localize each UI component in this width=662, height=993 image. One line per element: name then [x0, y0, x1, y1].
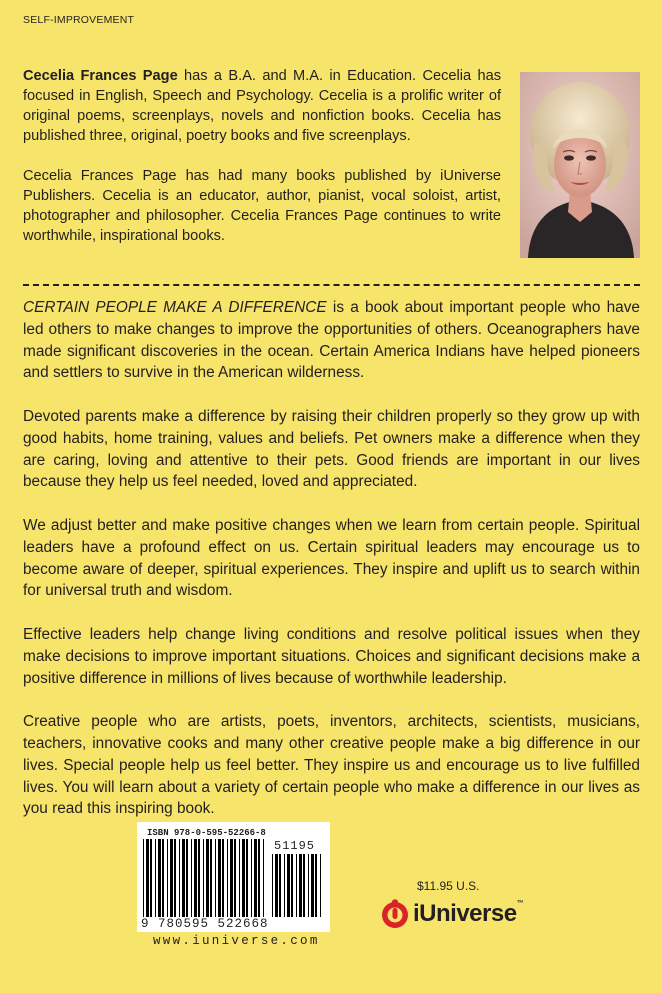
barcode-bar — [234, 839, 236, 917]
barcode-bar — [308, 854, 309, 917]
barcode-bar — [303, 854, 305, 917]
description-paragraph-5: Creative people who are artists, poets, inventors, architects, scientists, musicians, teachers, innovative cooks and many other creative people make a big difference in our lives. Special people help us feel better. They inspire us and encourage us to live fulfilled lives. You will learn about a variety of certain people who make a difference in our lives as you read this inspiring book. — [23, 713, 640, 818]
description-paragraph-3: We adjust better and make positive changes when we learn from certain people. Spiritual leaders have a profound effect on us. Certain spiritual leaders may encourage us to become aware of deeper, spiritual experiences. They inspire and uplift us to search within for universal truth and wisdom. — [23, 516, 640, 600]
dashed-divider — [23, 284, 640, 286]
barcode-bar — [146, 839, 149, 917]
isbn-barcode — [137, 822, 330, 932]
author-photo — [520, 72, 640, 258]
barcode-bar — [296, 854, 297, 917]
barcode-bar — [170, 839, 173, 917]
author-name: Cecelia Frances Page — [23, 68, 178, 84]
barcode-bar — [158, 839, 161, 917]
barcode-bar — [242, 839, 245, 917]
barcode-bar — [258, 839, 260, 917]
description-paragraph-2: Devoted parents make a difference by raising their children properly so they grow up with good habits, home training, values and beliefs. Pet owners make a difference when they are caring, loving and attentive to their pets. Good friends are important in our lives because they help us feel needed, loved and appreciated. — [23, 407, 640, 491]
price-barcode-bars — [272, 854, 324, 917]
iuniverse-logo-icon — [380, 898, 410, 930]
book-description — [23, 297, 640, 842]
ean-number: 9 780595 522668 — [141, 917, 269, 931]
barcode-bar — [174, 839, 176, 917]
barcode-bar — [150, 839, 152, 917]
barcode-bar — [143, 839, 144, 917]
barcode-bar — [218, 839, 221, 917]
barcode-bar — [227, 839, 228, 917]
barcode-bar — [182, 839, 185, 917]
description-paragraph-1-text: is a book about important people who have led others to make changes to improve the opportunities of others. Oceanographers have made significant discoveries in the ocean. Certain America Indians have helped pioneers and settlers to survive in the American wilderness. — [23, 299, 640, 382]
iuniverse-logo — [380, 897, 523, 931]
barcode-bar — [210, 839, 212, 917]
bio-paragraph-1 — [23, 66, 501, 146]
barcode-bar — [263, 839, 264, 917]
barcode-bar — [251, 839, 252, 917]
barcode-bar — [230, 839, 233, 917]
ean-barcode-bars — [143, 839, 267, 917]
author-bio — [23, 66, 501, 266]
barcode-bar — [198, 839, 200, 917]
barcode-bar — [191, 839, 192, 917]
barcode-bar — [275, 854, 278, 917]
description-paragraph-1 — [23, 297, 640, 384]
bio-paragraph-2: Cecelia Frances Page has had many books published by iUniverse Publishers. Cecelia is an educator, author, pianist, vocal soloist, artist, photographer and philosopher. Cecelia Frances Page continues to write worthwhile, inspirational books. — [23, 168, 501, 244]
barcode-bar — [299, 854, 302, 917]
barcode-bar — [287, 854, 290, 917]
description-paragraph-4: Effective leaders help change living conditions and resolve political issues when they make decisions to improve important situations. Choices and significant decisions make a positive difference in millions of lives because of worthwhile leadership. — [23, 625, 640, 687]
category-label: SELF-IMPROVEMENT — [23, 14, 135, 26]
barcode-bar — [320, 854, 321, 917]
barcode-bar — [254, 839, 257, 917]
barcode-bar — [206, 839, 209, 917]
bio-paragraph-1-text: has a B.A. and M.A. in Education. Cecelia has focused in English, Speech and Psychology. Cecelia is a prolific writer of original poems, screenplays, novels and nonfiction books. Cecelia has published three, original, poetry books and five screenplays. — [23, 68, 501, 144]
barcode-bar — [186, 839, 188, 917]
barcode-bar — [239, 839, 240, 917]
barcode-bar — [222, 839, 224, 917]
barcode-bar — [155, 839, 156, 917]
barcode-bar — [162, 839, 164, 917]
price: $11.95 U.S. — [417, 879, 480, 893]
barcode-bar — [272, 854, 273, 917]
barcode-bar — [194, 839, 197, 917]
price-code: 51195 — [274, 839, 316, 853]
book-title: CERTAIN PEOPLE MAKE A DIFFERENCE — [23, 299, 327, 316]
barcode-bar — [179, 839, 180, 917]
barcode-bar — [215, 839, 216, 917]
barcode-bar — [167, 839, 168, 917]
barcode-bar — [311, 854, 314, 917]
barcode-bar — [315, 854, 317, 917]
publisher-url: www.iuniverse.com — [153, 934, 320, 948]
barcode-bar — [291, 854, 293, 917]
isbn-number: ISBN 978-0-595-52266-8 — [147, 828, 266, 838]
iuniverse-logo-text: iUniverse™ — [413, 900, 524, 927]
barcode-bar — [284, 854, 285, 917]
barcode-bar — [246, 839, 248, 917]
barcode-bar — [279, 854, 281, 917]
barcode-bar — [203, 839, 204, 917]
